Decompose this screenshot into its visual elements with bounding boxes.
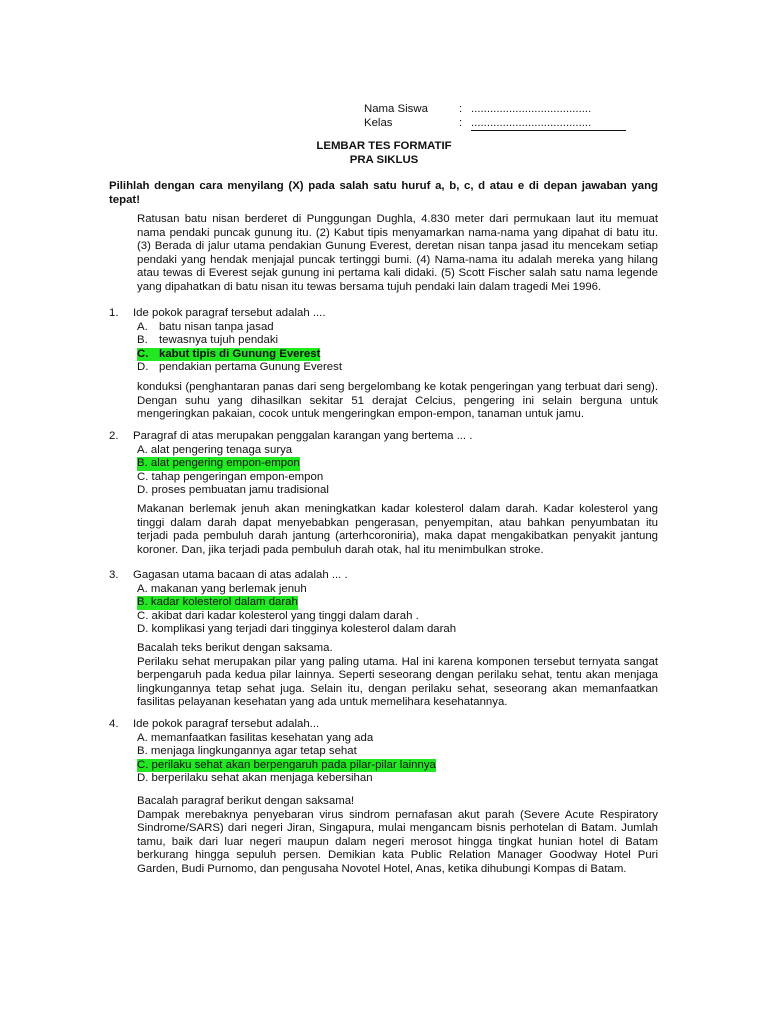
- option-letter: D.: [137, 361, 149, 374]
- question-number: 2.: [109, 430, 119, 442]
- reading-passage-5: [137, 795, 658, 877]
- class-field[interactable]: ......................................: [471, 117, 626, 131]
- class-label: Kelas: [364, 117, 393, 129]
- question-text: Ide pokok paragraf tersebut adalah...: [133, 718, 320, 730]
- option-c-answer[interactable]: [137, 759, 658, 773]
- passage-intro: Bacalah teks berikut dengan saksama.: [137, 642, 333, 654]
- option-text: A. makanan yang berlemak jenuh: [137, 582, 307, 595]
- question-text: Gagasan utama bacaan di atas adalah ... .: [133, 569, 348, 581]
- class-row: [364, 117, 634, 131]
- question-3: [109, 569, 658, 637]
- option-text: B. kadar kolesterol dalam darah: [137, 596, 298, 609]
- name-colon: :: [459, 103, 463, 115]
- option-a[interactable]: [137, 444, 658, 458]
- page-subtitle: PRA SIKLUS: [349, 154, 419, 166]
- option-d[interactable]: [137, 772, 658, 786]
- option-text: B. alat pengering empon-empon: [137, 457, 300, 470]
- question-1: [109, 307, 658, 375]
- name-row: [364, 103, 634, 117]
- option-text: C. akibat dari kadar kolesterol yang tinggi dalam darah .: [137, 609, 419, 622]
- option-text: B. menjaga lingkungannya agar tetap sehat: [137, 745, 357, 758]
- name-field[interactable]: ......................................: [471, 103, 592, 115]
- student-info-block: [364, 103, 634, 131]
- option-b-answer[interactable]: [137, 457, 658, 471]
- option-text: tewasnya tujuh pendaki: [159, 334, 279, 347]
- option-text: D. proses pembuatan jamu tradisional: [137, 484, 329, 497]
- option-c-answer[interactable]: [137, 348, 658, 362]
- option-b-answer[interactable]: [137, 596, 658, 610]
- question-number: 4.: [109, 718, 119, 730]
- option-a[interactable]: [137, 321, 658, 335]
- question-text: Ide pokok paragraf tersebut adalah ....: [133, 307, 326, 319]
- question-2: [109, 430, 658, 498]
- option-text: D. berperilaku sehat akan menjaga kebersihan: [137, 772, 373, 785]
- option-letter: A.: [137, 320, 148, 333]
- question-text: Paragraf di atas merupakan penggalan karangan yang bertema ... .: [133, 430, 473, 442]
- option-letter: C.: [137, 347, 149, 360]
- option-d[interactable]: [137, 623, 658, 637]
- reading-passage-1: Ratusan batu nisan berderet di Punggungan Dughla, 4.830 meter dari permukaan laut itu memuat nama pendaki puncak gunung itu. (2) Kabut tipis menyamarkan nama-nama yang dipahat di batu itu. (3) Berada di jalur utama pendakian Gunung Everest, deretan nisan tanpa jasad itu mencekam setiap pendaki yang hendak menjajal puncak tertinggi bumi. (4) Nama-nama itu adalah mereka yang hilang atau tewas di Everest sejak gunung ini pertama kali didaki. (5) Scott Fischer salah satu nama legende yang dipahatkan di batu nisan itu tewas bersama tujuh pendaki lain dalam tragedi Mei 1996.: [137, 213, 658, 293]
- option-c[interactable]: [137, 471, 658, 485]
- question-4: [109, 718, 658, 786]
- option-text: batu nisan tanpa jasad: [159, 320, 274, 333]
- option-text: D. komplikasi yang terjadi dari tingginya kolesterol dalam darah: [137, 623, 457, 636]
- option-b[interactable]: [137, 334, 658, 348]
- instruction-text: Pilihlah dengan cara menyilang (X) pada salah satu huruf a, b, c, d atau e di depan jawaban yang tepat!: [109, 180, 658, 206]
- option-b[interactable]: [137, 745, 658, 759]
- option-text: C. perilaku sehat akan berpengaruh pada pilar-pilar lainnya: [137, 758, 436, 771]
- option-a[interactable]: [137, 732, 658, 746]
- option-c[interactable]: [137, 610, 658, 624]
- option-text: kabut tipis di Gunung Everest: [159, 347, 321, 360]
- class-colon: :: [459, 117, 463, 129]
- reading-passage-4: [137, 642, 658, 710]
- option-text: A. alat pengering tenaga surya: [137, 443, 293, 456]
- option-letter: B.: [137, 334, 148, 347]
- page-title: LEMBAR TES FORMATIF: [316, 140, 452, 152]
- option-text: C. tahap pengeringan empon-empon: [137, 470, 324, 483]
- question-number: 1.: [109, 307, 119, 319]
- option-text: A. memanfaatkan fasilitas kesehatan yang ada: [137, 731, 374, 744]
- reading-passage-3: Makanan berlemak jenuh akan meningkatkan kadar kolesterol dalam darah. Kadar kolesterol yang tinggi dalam darah dapat menyebabkan pengerasan, penyempitan, atau bahkan penyumbatan itu terjadi pada pembuluh darah jantung (arterhcoroniria), maka dapat mengakibatkan penyakit jantung koroner. Dan, jika terjadi pada pembuluh darah otak, hal itu menimbulkan stroke.: [137, 503, 658, 556]
- question-number: 3.: [109, 569, 119, 581]
- option-d[interactable]: [137, 484, 658, 498]
- passage-intro: Bacalah paragraf berikut dengan saksama!: [137, 795, 355, 807]
- option-d[interactable]: [137, 361, 658, 375]
- passage-body: Perilaku sehat merupakan pilar yang paling utama. Hal ini karena komponen tersebut ternyata sangat berpengaruh pada kedua pilar lainnya. Seperti seseorang dengan perilaku sehat, tentu akan menjaga lingkungannya tetap sehat juga. Selain itu, dengan perilaku sehat, seseorang akan memanfaatkan fasilitas pelayanan kesehatan yang ada untuk memelihara kesehatannya.: [137, 655, 658, 709]
- name-label: Nama Siswa: [364, 103, 428, 115]
- option-a[interactable]: [137, 583, 658, 597]
- option-text: pendakian pertama Gunung Everest: [159, 361, 343, 374]
- passage-body: Dampak merebaknya penyebaran virus sindrom pernafasan akut parah (Severe Acute Respiratory Sindrome/SARS) dari negeri Jiran, Singapura, mulai mengancam bisnis perhotelan di Batam. Jumlah tamu, baik dari luar negeri maupun dalam negeri merosot hingga tingkat hunian hotel di Batam berkurang hingga sepuluh persen. Demikian kata Public Relation Manager Goodway Hotel Puri Garden, Budi Purnomo, dan pengusaha Novotel Hotel, Anas, ketika dihubungi Kompas di Batam.: [137, 808, 658, 875]
- reading-passage-2: konduksi (penghantaran panas dari seng bergelombang ke kotak pengeringan yang terbuat dari seng). Dengan suhu yang dihasilkan sekitar 51 derajat Celcius, pengering ini selain berguna untuk mengeringkan pakaian, cocok untuk mengeringkan empon-empon, tanaman untuk jamu.: [137, 381, 658, 421]
